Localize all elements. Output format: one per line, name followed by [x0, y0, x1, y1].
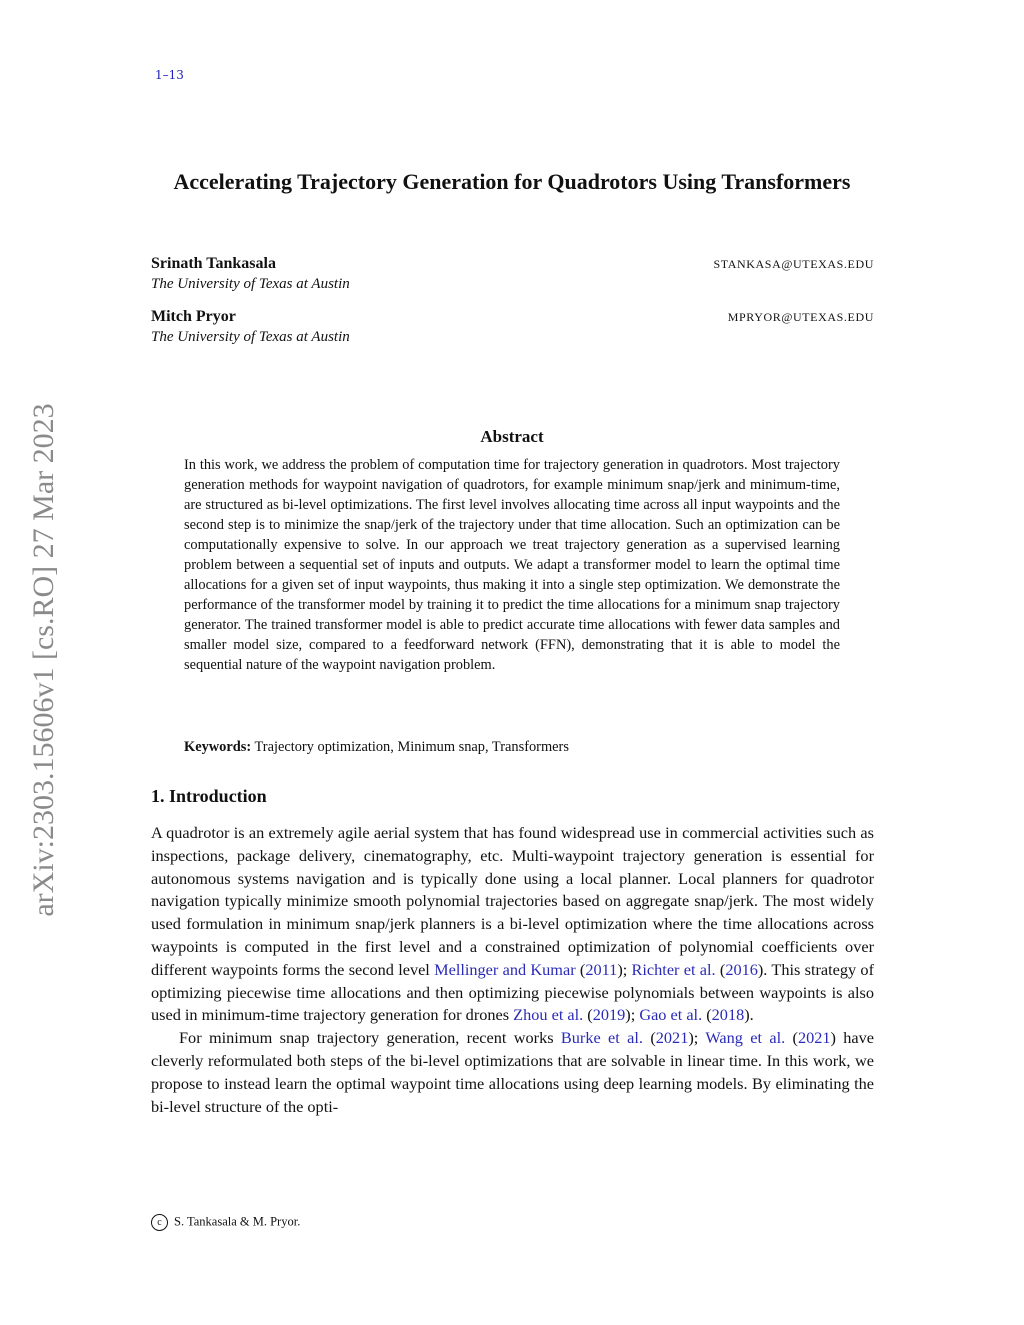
citation-year-link[interactable]: 2021	[655, 1028, 689, 1048]
citation-link[interactable]: Zhou et al.	[513, 1005, 584, 1025]
paragraph: A quadrotor is an extremely agile aerial system that has found widespread use in commercial activities such as inspections, package delivery, cinematography, etc. Multi-waypoint trajectory generation is essential for autonomous systems navigation and is typically done using a local planner. Local planners for quadrotor navigation typically minimize smooth polynomial trajectories based on aggregate snap/jerk. The most widely used formulation in minimum snap/jerk planners is a bi-level optimization where the time allocations across waypoints is computed in the first level and a constrained optimization of polynomial coefficients over different waypoints forms the second level Mellinger and Kumar (2011); Richter et al. (2016). This strategy of optimizing piecewise time allocations and then optimizing piecewise polynomials between waypoints is also used in minimum-time trajectory generation for drones Zhou et al. (2019); Gao et al. (2018).	[151, 823, 874, 1025]
author-block	[151, 255, 874, 293]
citation-link[interactable]: Gao et al.	[639, 1005, 703, 1025]
arxiv-stamp: arXiv:2303.15606v1 [cs.RO] 27 Mar 2023	[27, 403, 60, 917]
citation-year-link[interactable]: 2021	[797, 1028, 831, 1048]
section-heading: 1. Introduction	[151, 786, 267, 806]
copyright-icon: c	[151, 1214, 168, 1231]
citation-year-link[interactable]: 2011	[585, 959, 618, 979]
footer	[151, 1214, 300, 1231]
paper-title: Accelerating Trajectory Generation for Quadrotors Using Transformers	[173, 169, 851, 194]
citation-link[interactable]: Wang et al.	[705, 1028, 786, 1048]
keywords-list: Trajectory optimization, Minimum snap, Transformers	[254, 739, 569, 755]
paragraph: For minimum snap trajectory generation, recent works Burke et al. (2021); Wang et al. (2021) have cleverly reformulated both steps of the bi-level optimizations that are solvable in linear time. In this work, we propose to instead learn the optimal waypoint time allocations using deep learning models. By eliminating the bi-level structure of the opti-	[151, 1028, 875, 1116]
citation-year-link[interactable]: 2018	[711, 1005, 745, 1025]
author-affiliation: The University of Texas at Austin	[151, 329, 350, 345]
keywords	[184, 737, 840, 757]
footer-text: S. Tankasala & M. Pryor.	[174, 1214, 301, 1229]
author-name: Mitch Pryor	[151, 308, 236, 325]
abstract-heading: Abstract	[480, 427, 544, 446]
section-body	[151, 822, 874, 1118]
author-affiliation: The University of Texas at Austin	[151, 276, 350, 292]
author-name: Srinath Tankasala	[151, 255, 276, 272]
page-number: 1–13	[155, 68, 184, 82]
author-email[interactable]: MPRYOR@UTEXAS.EDU	[727, 310, 874, 324]
citation-link[interactable]: Burke et al.	[560, 1028, 643, 1048]
author-block	[151, 308, 874, 346]
citation-year-link[interactable]: 2016	[725, 959, 758, 979]
citation-year-link[interactable]: 2019	[592, 1005, 626, 1025]
keywords-label: Keywords:	[184, 739, 252, 755]
citation-link[interactable]: Richter et al.	[631, 959, 716, 979]
abstract-text: In this work, we address the problem of computation time for trajectory generation in quadrotors. Most trajectory generation methods for waypoint navigation of quadrotors, for example minimum snap/jerk and minimum-time, are structured as bi-level optimizations. The first level involves allocating time across all input waypoints and the second step is to minimize the snap/jerk of the trajectory under that time allocation. Such an optimization can be computationally expensive to solve. In our approach we treat trajectory generation as a supervised learning problem between a sequential set of inputs and outputs. We adapt a transformer model to learn the optimal time allocations for a given set of input waypoints, thus making it into a single step optimization. We demonstrate the performance of the transformer model by training it to predict the time allocations for a minimum snap trajectory generator. The trained transformer model is able to predict accurate time allocations with fewer data samples and smaller model size, compared to a feedforward network (FFN), demonstrating that it is able to model the sequential nature of the waypoint navigation problem.	[184, 457, 840, 673]
author-email[interactable]: STANKASA@UTEXAS.EDU	[713, 257, 874, 271]
citation-link[interactable]: Mellinger and Kumar	[434, 959, 576, 979]
